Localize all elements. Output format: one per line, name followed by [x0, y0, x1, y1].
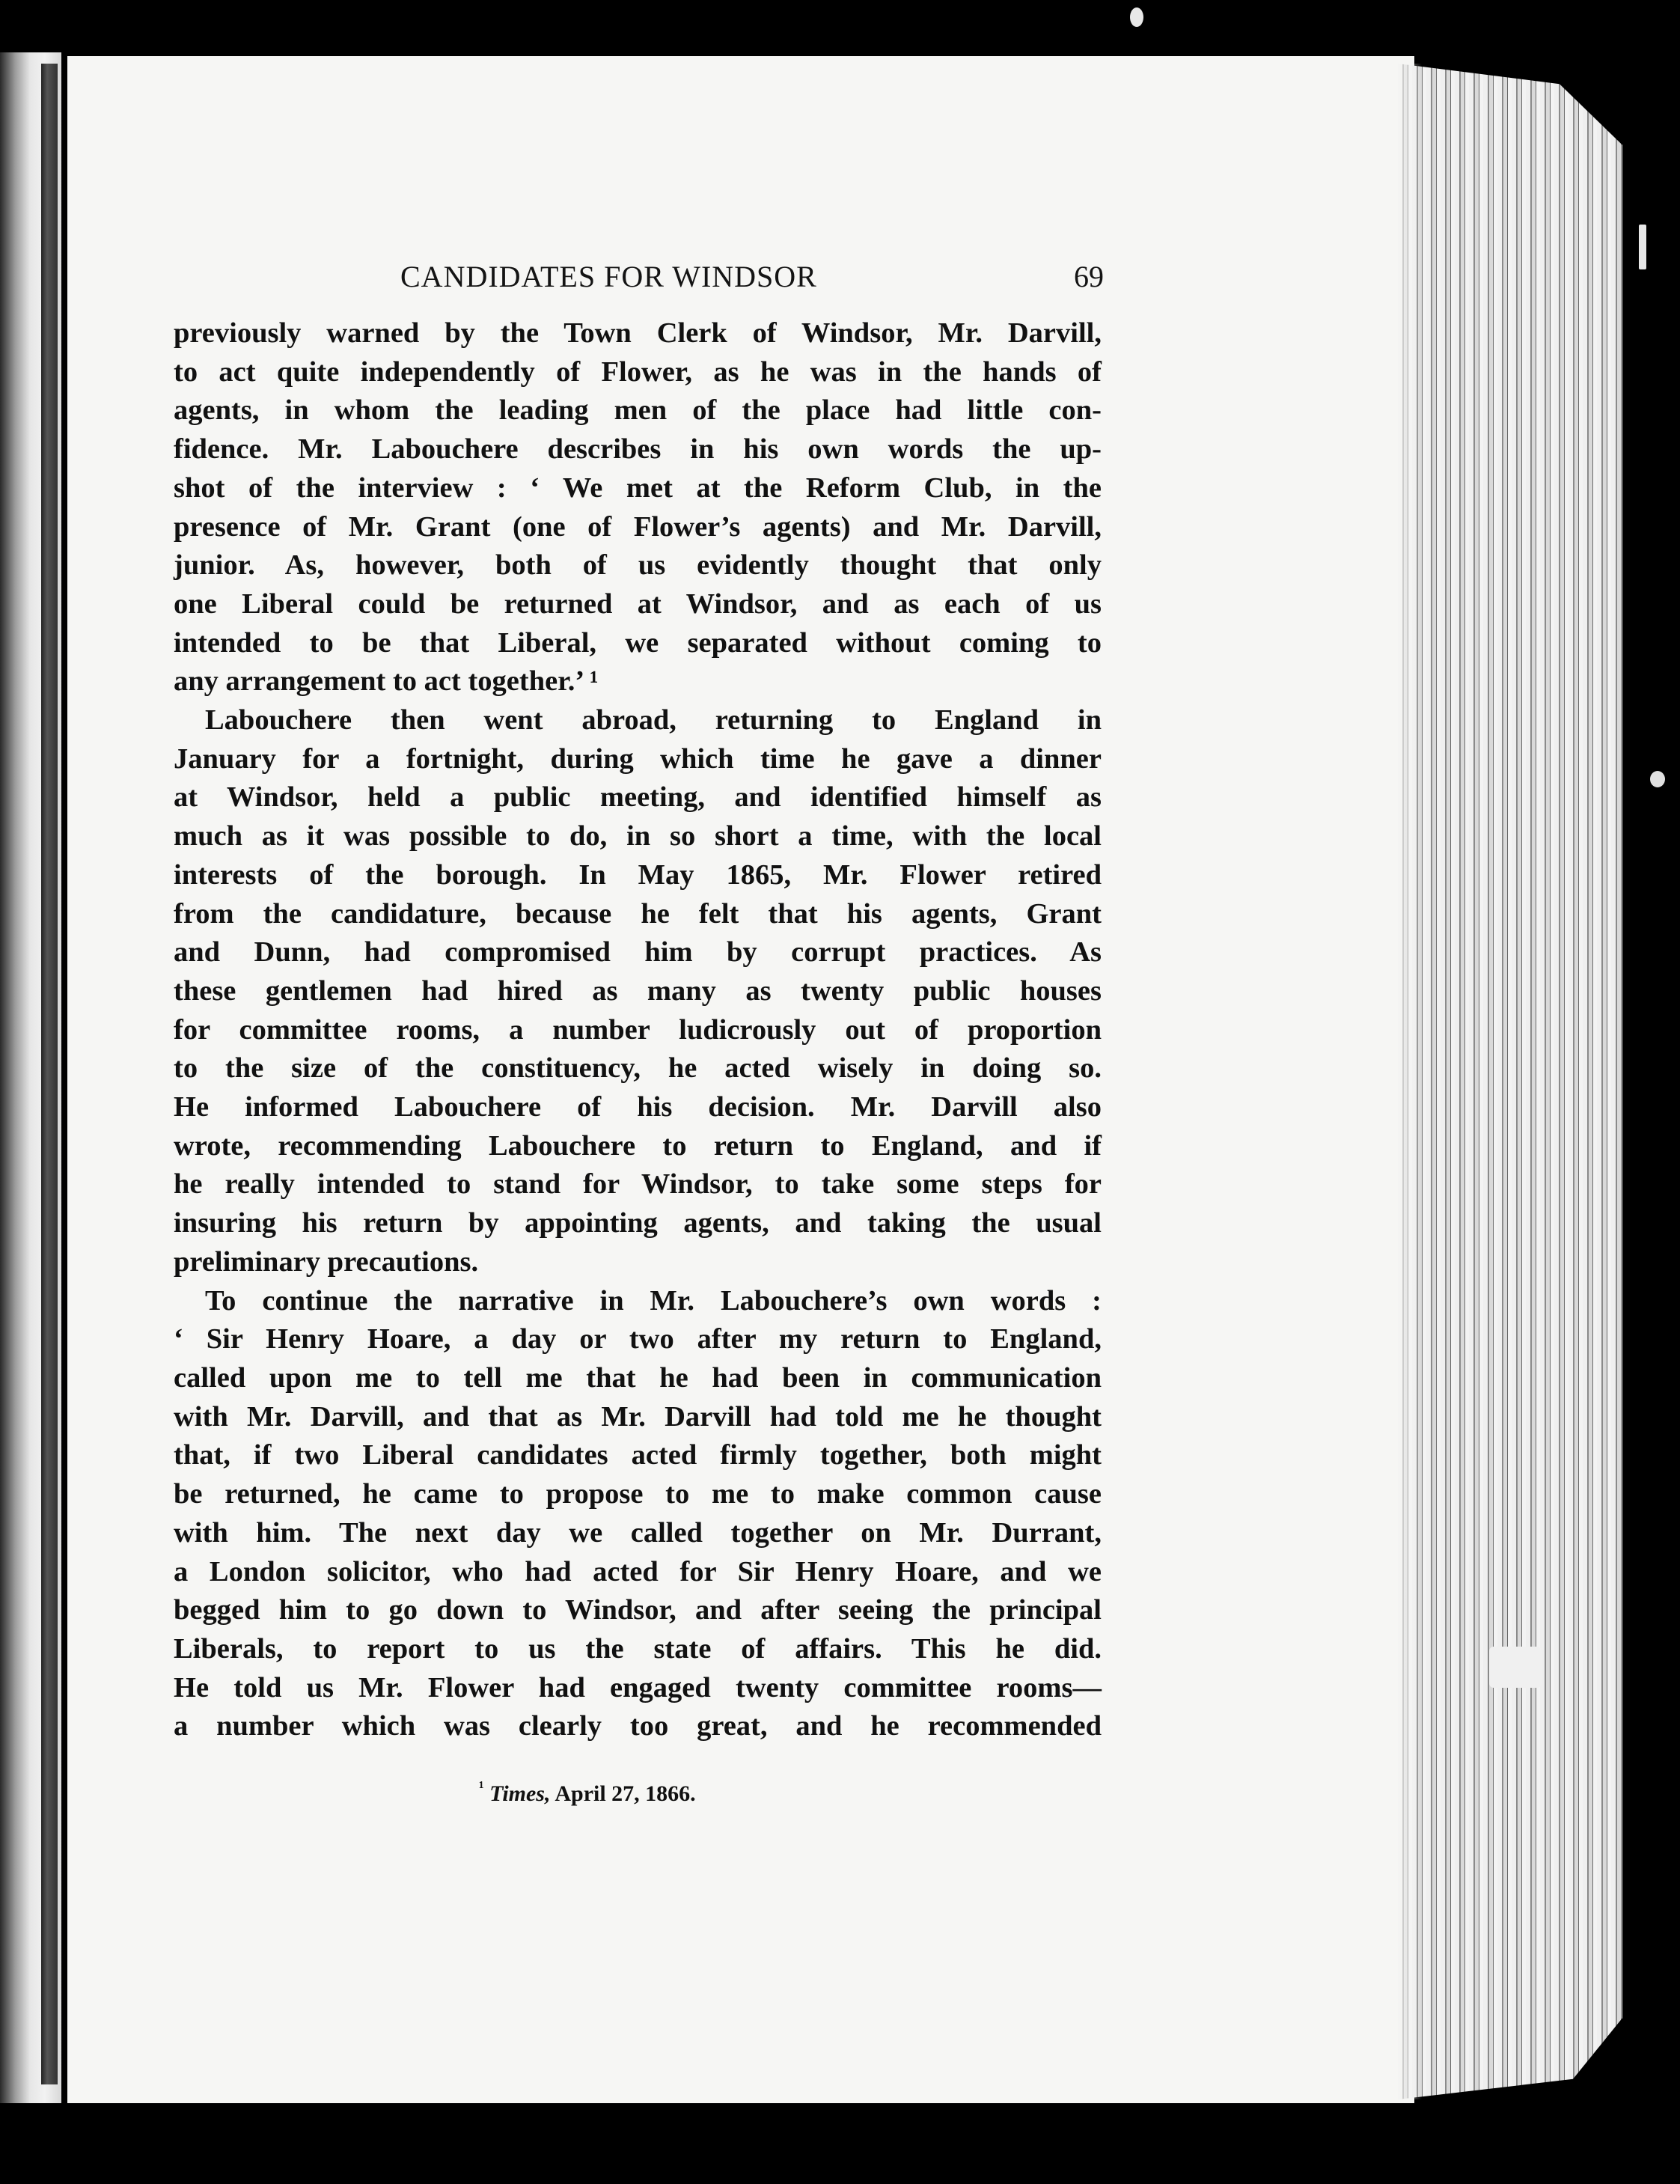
text-line: preliminary precautions. [174, 1245, 479, 1278]
text-line: and Dunn, had compromised him by corrupt practices. As [174, 936, 1102, 969]
text-line: fidence. Mr. Labouchere describes in his own words the up- [174, 433, 1102, 466]
scan-speck [1130, 7, 1143, 27]
footnote [479, 1778, 696, 1807]
footnote-source: Times, [489, 1781, 551, 1806]
text-line: intended to be that Liberal, we separated without coming to [174, 626, 1102, 659]
text-line: for committee rooms, a number ludicrously out of proportion [174, 1013, 1102, 1046]
book-gutter-shadow [41, 64, 58, 2084]
scan-speck [1650, 771, 1665, 787]
running-head-title: CANDIDATES FOR WINDSOR [400, 260, 817, 293]
text-line: be returned, he came to propose to me to make common cause [174, 1478, 1102, 1510]
text-line: Liberals, to report to us the state of affairs. This he did. [174, 1632, 1102, 1665]
page-stack-edges [1398, 64, 1622, 2099]
text-line: that, if two Liberal candidates acted firmly together, both might [174, 1439, 1102, 1471]
text-line: January for a fortnight, during which time he gave a dinner [174, 742, 1102, 775]
text-line: Labouchere then went abroad, returning to England in [205, 704, 1102, 736]
text-line: a London solicitor, who had acted for Sir Henry Hoare, and we [174, 1555, 1102, 1587]
text-line: previously warned by the Town Clerk of Windsor, Mr. Darvill, [174, 317, 1102, 349]
paragraph-3 [174, 1282, 1102, 1746]
text-line: with him. The next day we called together on Mr. Durrant, [174, 1516, 1102, 1549]
text-line: He told us Mr. Flower had engaged twenty committee rooms— [174, 1671, 1102, 1703]
text-line: shot of the interview : ‘ We met at the Reform Club, in the [174, 472, 1102, 504]
paragraph-2 [174, 701, 1102, 1282]
scan-speck [1489, 1647, 1542, 1688]
text-line: He informed Labouchere of his decision. Mr. Darvill also [174, 1091, 1102, 1123]
footnote-date: April 27, 1866. [555, 1781, 696, 1806]
text-line: to the size of the constituency, he acted wisely in doing so. [174, 1052, 1102, 1085]
text-line: wrote, recommending Labouchere to return to England, and if [174, 1129, 1102, 1162]
text-line: insuring his return by appointing agents, and taking the usual [174, 1207, 1102, 1239]
body-text [174, 314, 1102, 1746]
running-head [400, 259, 1104, 304]
text-line: one Liberal could be returned at Windsor, and as each of us [174, 588, 1102, 620]
paragraph-1 [174, 314, 1102, 701]
text-line: called upon me to tell me that he had been in communication [174, 1361, 1102, 1394]
footnote-marker: ¹ [479, 1778, 484, 1796]
text-line: from the candidature, because he felt that his agents, Grant [174, 897, 1102, 930]
text-line: interests of the borough. In May 1865, Mr. Flower retired [174, 858, 1102, 891]
text-line: ‘ Sir Henry Hoare, a day or two after my return to England, [174, 1323, 1102, 1355]
text-line: junior. As, however, both of us evidently thought that only [174, 549, 1102, 582]
page-number: 69 [1074, 260, 1104, 293]
text-line: much as it was possible to do, in so short a time, with the local [174, 820, 1102, 852]
scan-speck [1639, 225, 1646, 269]
text-line: at Windsor, held a public meeting, and identified himself as [174, 781, 1102, 814]
text-line: presence of Mr. Grant (one of Flower’s agents) and Mr. Darvill, [174, 510, 1102, 543]
text-line: agents, in whom the leading men of the place had little con- [174, 394, 1102, 427]
text-line: begged him to go down to Windsor, and after seeing the principal [174, 1594, 1102, 1626]
text-line: to act quite independently of Flower, as he was in the hands of [174, 356, 1102, 388]
text-line: with Mr. Darvill, and that as Mr. Darvill had told me he thought [174, 1400, 1102, 1433]
text-line: he really intended to stand for Windsor, to take some steps for [174, 1168, 1102, 1201]
text-line: a number which was clearly too great, and he recommended [174, 1710, 1102, 1742]
page-edge-blend [1392, 64, 1422, 2099]
text-line: these gentlemen had hired as many as twenty public houses [174, 974, 1102, 1007]
text-line: To continue the narrative in Mr. Labouchere’s own words : [205, 1284, 1102, 1317]
text-line: any arrangement to act together.’ ¹ [174, 665, 599, 698]
